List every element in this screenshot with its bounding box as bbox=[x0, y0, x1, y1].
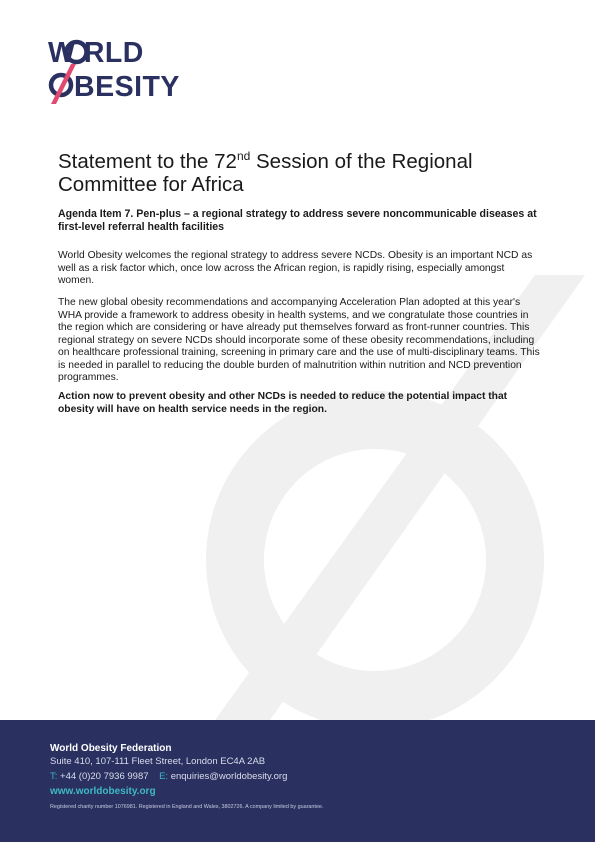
footer-contact bbox=[50, 771, 287, 782]
footer bbox=[0, 720, 595, 842]
registration-note: Registered charity number 1076981. Registered in England and Wales, 3802726. A company limited by guarantee. bbox=[50, 804, 324, 810]
page-title: Statement to the 72nd Session of the Regional Committee for Africa bbox=[58, 149, 473, 196]
footer-organization: World Obesity Federation bbox=[50, 743, 172, 754]
logo-word-obesity: BESITY bbox=[74, 71, 180, 103]
email-label: E: bbox=[159, 771, 169, 782]
email-link[interactable]: enquiries@worldobesity.org bbox=[170, 771, 288, 782]
logo-word-world: W RLD bbox=[48, 38, 144, 69]
phone-number[interactable]: +44 (0)20 7936 9987 bbox=[60, 771, 149, 782]
agenda-heading: Agenda Item 7. Pen-plus – a regional strategy to address severe noncommunicable diseases at first-level referral health facilities bbox=[58, 208, 537, 233]
website-link[interactable]: www.worldobesity.org bbox=[50, 786, 156, 797]
paragraph-recommendations: The new global obesity recommendations and accompanying Acceleration Plan adopted at this year's WHA provide a framework to address obesity in health systems, and we congratulate those countries in the region which are considering or have already put themselves forward as front-runner countries. This regional strategy on severe NCDs should incorporate some of these obesity recommendations, including on healthcare professional training, screening in primary care and the use of multi-disciplinary teams. This is needed in parallel to reducing the double burden of malnutrition within nutrition and NCD prevention programmes. bbox=[58, 297, 540, 383]
world-obesity-logo bbox=[48, 38, 198, 104]
paragraph-call-to-action: Action now to prevent obesity and other NCDs is needed to reduce the potential impact that obesity will have on health service needs in the region. bbox=[58, 391, 508, 415]
phone-label: T: bbox=[50, 771, 58, 782]
paragraph-intro: World Obesity welcomes the regional strategy to address severe NCDs. Obesity is an important NCD as well as a risk factor which, once low across the African region, is rapidly rising, especially amongst women. bbox=[58, 250, 533, 286]
title-superscript: nd bbox=[236, 149, 251, 164]
footer-address: Suite 410, 107-111 Fleet Street, London EC4A 2AB bbox=[50, 756, 266, 767]
